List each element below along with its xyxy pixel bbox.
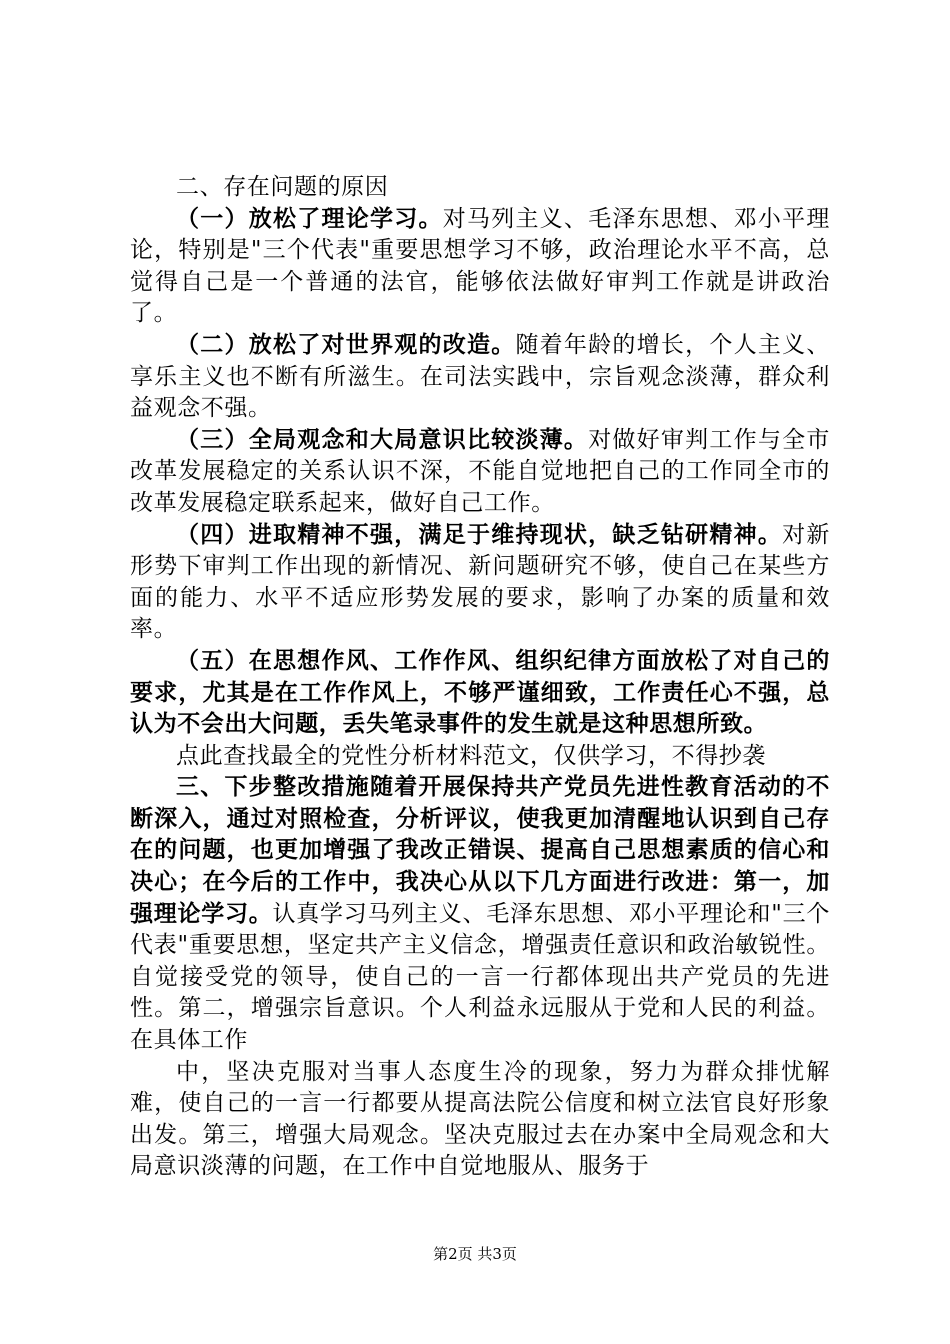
paragraph-4 [130,520,830,646]
promo-link-text[interactable]: 点此查找最全的党性分析材料范文，仅供学习，不得抄袭 [176,742,766,769]
paragraph-3-lead: （三）全局观念和大局意识比较淡薄。 [176,426,589,453]
paragraph-5 [130,646,830,741]
page-footer [0,1243,950,1264]
paragraph-2 [130,330,830,425]
continuation-paragraph [130,1057,830,1183]
page-number-label: 第2页 共3页 [433,1245,517,1263]
section-3-paragraph [130,772,830,1056]
section-3-lead: 三、下步整改措施随着开展保持共产党员先进性教育活动的不断深入，通过对照检查，分析评议，使我更加清醒地认识到自己存在的问题，也更加增强了我改正错误、提高自己思想素质的信心和决心；在今后的工作中，我决心从以下几方面进行改进：第一，加强理论学习。 [130,774,830,927]
paragraph-1 [130,204,830,330]
promo-link-line[interactable] [130,741,830,773]
continuation-text: 中，坚决克服对当事人态度生冷的现象，努力为群众排忧解难，使自己的一言一行都要从提高法院公信度和树立法官良好形象出发。第三，增强大局观念。坚决克服过去在办案中全局观念和大局意识淡薄的问题，在工作中自觉地服从、服务于 [130,1058,830,1180]
paragraph-1-lead: （一）放松了理论学习。 [176,205,443,232]
paragraph-1-body: 对马列主义、毛泽东思想、邓小平理论，特别是"三个代表"重要思想学习不够，政治理论水平不高，总觉得自己是一个普通的法官，能够依法做好审判工作就是讲政治了。 [130,205,830,327]
paragraph-2-lead: （二）放松了对世界观的改造。 [176,331,516,358]
section-heading: 二、存在问题的原因 [176,174,389,200]
paragraph-5-lead: （五）在思想作风、工作作风、组织纪律方面放松了对自己的要求，尤其是在工作作风上，不够严谨细致，工作责任心不强，总认为不会出大问题，丢失笔录事件的发生就是这种思想所致。 [130,647,830,738]
paragraph-4-lead: （四）进取精神不强，满足于维持现状，缺乏钻研精神。 [176,521,783,548]
document-body [130,172,830,1183]
paragraph-3-body: 对做好审判工作与全市改革发展稳定的关系认识不深，不能自觉地把自己的工作同全市的改革发展稳定联系起来，做好自己工作。 [130,426,831,516]
paragraph-3 [130,425,830,520]
section-3-body: 认真学习马列主义、毛泽东思想、邓小平理论和"三个代表"重要思想，坚定共产主义信念，增强责任意识和政治敏锐性。自觉接受党的领导，使自己的一言一行都体现出共产党员的先进性。第二，增强宗旨意识。个人利益永远服从于党和人民的利益。在具体工作 [130,900,830,1054]
paragraph-4-body: 对新形势下审判工作出现的新情况、新问题研究不够，使自己在某些方面的能力、水平不适应形势发展的要求，影响了办案的质量和效率。 [130,521,831,643]
paragraph-2-body: 随着年龄的增长，个人主义、享乐主义也不断有所滋生。在司法实践中，宗旨观念淡薄，群众利益观念不强。 [130,331,830,422]
